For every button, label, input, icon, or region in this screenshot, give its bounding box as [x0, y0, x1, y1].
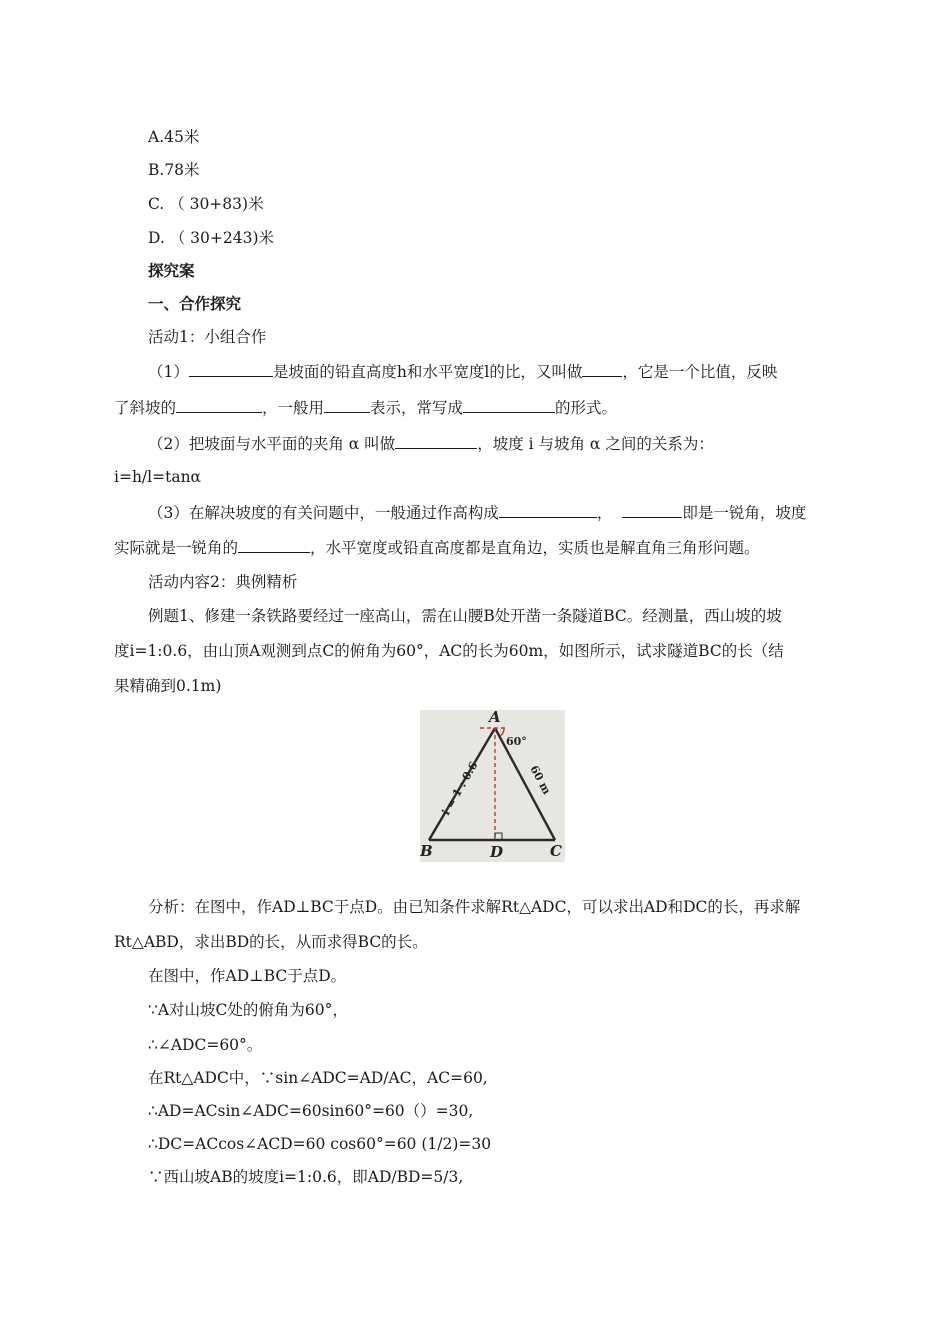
example-line-3: 果精确到0.1m)	[114, 677, 222, 695]
q1-text-6: 表示，常写成	[370, 399, 464, 417]
answer-blank	[622, 502, 682, 518]
solution-line-3: ∴∠ADC=60°。	[148, 1036, 263, 1054]
q1-text-1: （1）	[148, 363, 189, 381]
solution-line-4: 在Rt△ADC中，∵sin∠ADC=AD/AC，AC=60,	[148, 1069, 488, 1087]
question-3-line-2	[114, 537, 760, 558]
answer-blank	[324, 397, 370, 413]
q3-text-4: 实际就是一锐角的	[114, 539, 239, 557]
answer-blank	[189, 361, 273, 377]
q1-text-7: 的形式。	[555, 399, 618, 417]
q2-text-2: ，坡度 i 与坡角 α 之间的关系为：	[477, 435, 714, 453]
option-a: A.45米	[148, 128, 200, 146]
question-2-formula: i=h/l=tanα	[114, 468, 202, 486]
answer-blank	[463, 397, 555, 413]
angle-label: 60°	[506, 735, 527, 748]
answer-blank	[582, 361, 622, 377]
question-1-line-2	[114, 397, 617, 418]
solution-line-6: ∴DC=ACcos∠ACD=60 cos60°=60 (1/2)=30	[148, 1135, 492, 1153]
example-line-1: 例题1、修建一条铁路要经过一座高山，需在山腰B处开凿一条隧道BC。经测量，西山坡的坡	[148, 607, 782, 625]
analysis-line-2: Rt△ABD，求出BD的长，从而求得BC的长。	[114, 933, 428, 951]
solution-line-2: ∵A对山坡C处的俯角为60°，	[148, 1001, 348, 1019]
subsection-title: 一、合作探究	[148, 294, 242, 313]
option-d: D. （ 30+243)米	[148, 229, 274, 247]
answer-blank	[238, 537, 310, 553]
triangle-figure	[420, 710, 565, 862]
answer-blank	[395, 433, 477, 449]
example-line-2: 度i=1:0.6，由山顶A观测到点C的俯角为60°，AC的长为60m，如图所示，试求隧道BC的长（结	[114, 642, 784, 660]
q1-text-5: ，一般用	[262, 399, 325, 417]
section-title: 探究案	[148, 261, 195, 280]
q3-text-3: 即是一锐角，坡度	[682, 504, 807, 522]
analysis-line-1: 分析：在图中，作AD⊥BC于点D。由已知条件求解Rt△ADC，可以求出AD和DC的长，再求解	[148, 898, 801, 916]
q1-text-4: 了斜坡的	[114, 399, 177, 417]
q3-text-1: （3）在解决坡度的有关问题中，一般通过作高构成	[148, 504, 499, 522]
question-3-line-1	[148, 502, 806, 523]
option-c: C. （ 30+83)米	[148, 195, 264, 213]
question-1-line-1	[148, 361, 777, 382]
answer-blank	[499, 502, 597, 518]
option-b: B.78米	[148, 161, 200, 179]
length-label: 60 m	[527, 763, 554, 797]
q3-text-5: ，水平宽度或铅直高度都是直角边，实质也是解直角三角形问题。	[310, 539, 760, 557]
slope-label: i = 1 : 0.6	[439, 759, 481, 818]
label-c: C	[550, 842, 562, 860]
label-d: D	[490, 843, 504, 861]
question-2-line-1	[148, 433, 714, 454]
answer-blank	[176, 397, 262, 413]
solution-line-7: ∵西山坡AB的坡度i=1:0.6，即AD/BD=5/3,	[148, 1168, 464, 1186]
q2-text-1: （2）把坡面与水平面的夹角 α 叫做	[148, 435, 396, 453]
label-a: A	[489, 710, 501, 726]
q1-text-3: ，它是一个比值，反映	[622, 363, 778, 381]
solution-line-1: 在图中，作AD⊥BC于点D。	[148, 967, 347, 985]
q3-text-2: ，	[596, 504, 613, 522]
angle-arc	[500, 728, 504, 736]
activity-1-heading: 活动1：小组合作	[148, 328, 267, 346]
solution-line-5: ∴AD=ACsin∠ADC=60sin60°=60（）=30,	[148, 1102, 474, 1120]
q1-text-2: 是坡面的铅直高度h和水平宽度l的比，又叫做	[272, 363, 583, 381]
label-b: B	[420, 842, 433, 860]
activity-2-heading: 活动内容2：典例精析	[148, 573, 298, 591]
